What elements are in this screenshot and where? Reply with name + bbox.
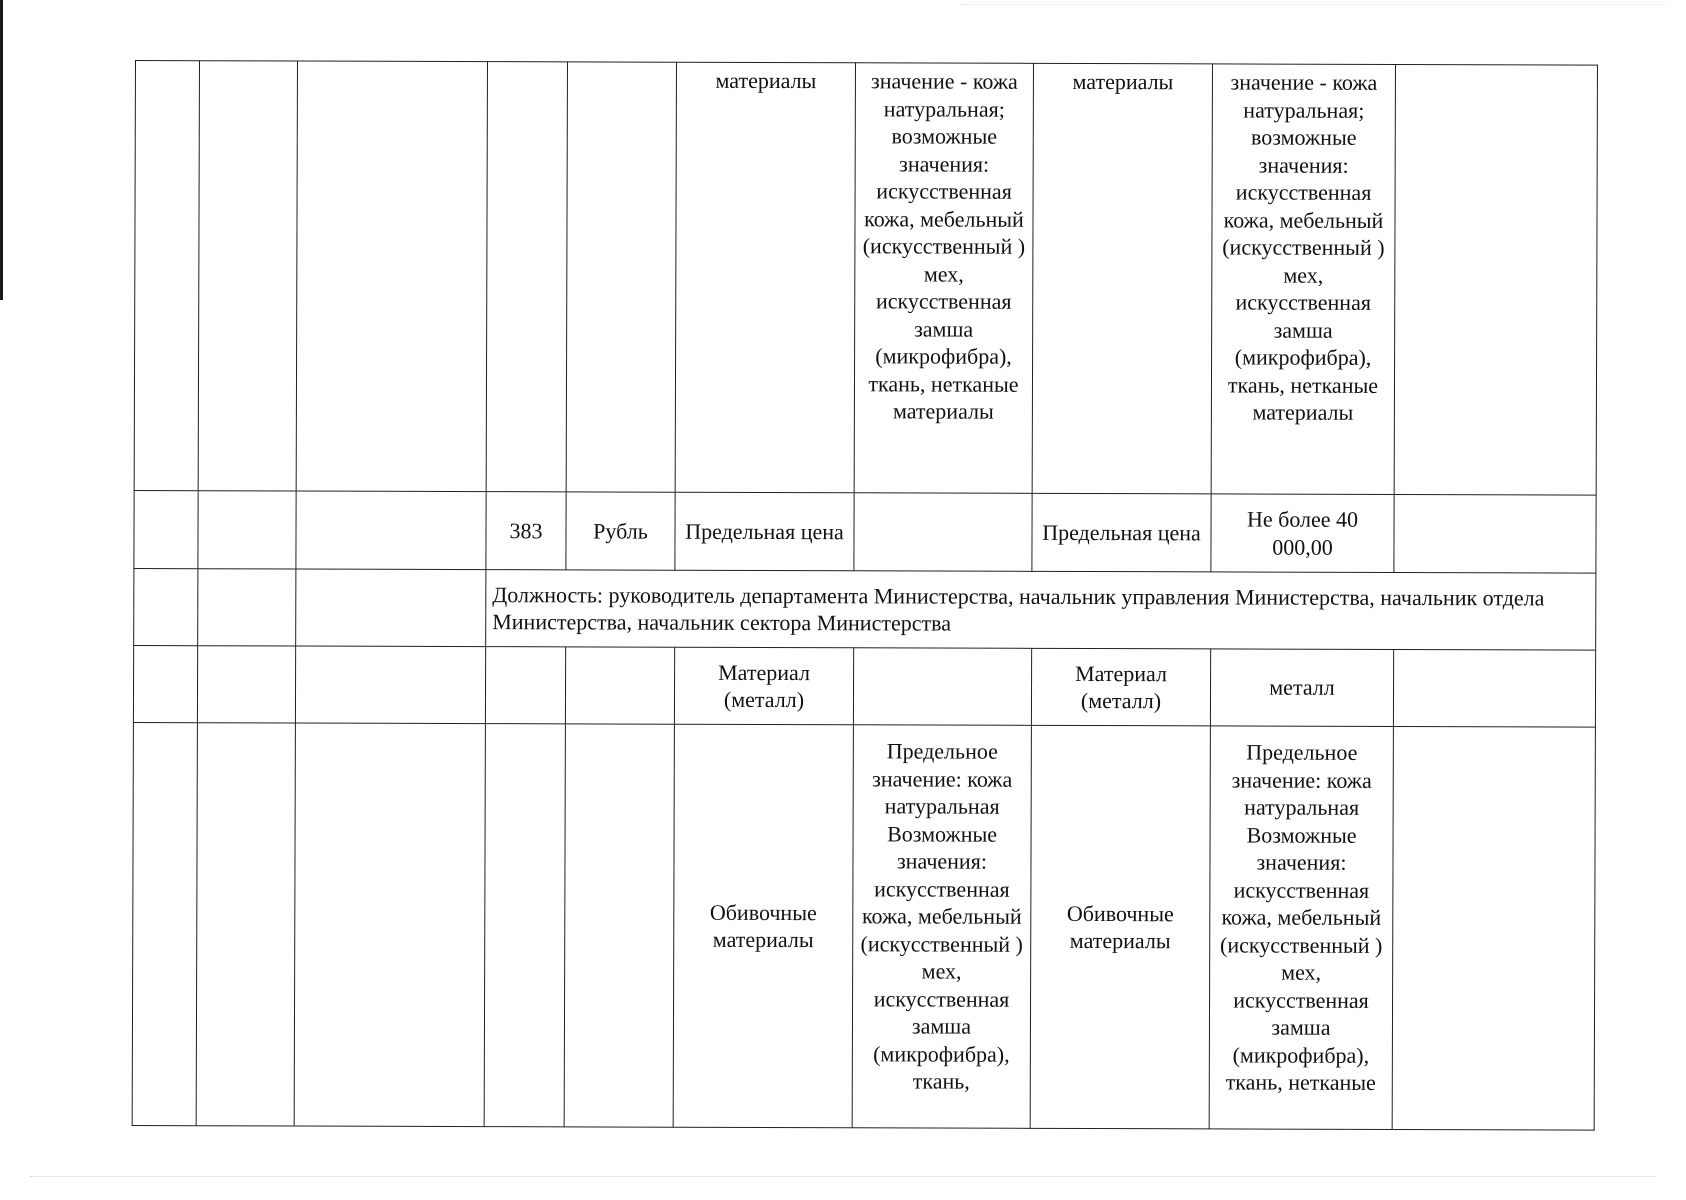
characteristic-cell-2 <box>1032 493 1211 572</box>
table-cell <box>295 646 485 724</box>
characteristic-cell-2 <box>1030 725 1210 1129</box>
characteristic-cell-2 <box>1031 648 1210 726</box>
table-cell <box>1392 726 1595 1130</box>
characteristic-text-2: Материал (металл) <box>1075 660 1168 714</box>
characteristic-text: Обивочные материалы <box>709 899 817 953</box>
characteristic-text-2: Предельная цена <box>1042 519 1201 546</box>
characteristic-cell-2 <box>1032 63 1212 494</box>
table-cell <box>133 645 197 722</box>
table-cell <box>196 723 295 1126</box>
position-header-text: Должность: руководитель департамента Министерства, начальник управления Министерства, начальник отдела Министерства, начальник сектора Министерства <box>492 581 1545 636</box>
table-cell <box>296 491 486 570</box>
table-cell <box>1394 64 1597 495</box>
unit-cell <box>566 492 675 570</box>
table-row-continuation <box>134 61 1597 496</box>
table-row-position <box>134 568 1596 650</box>
scan-edge-artifact <box>0 0 3 300</box>
characteristic-cell <box>673 724 853 1128</box>
requirement-cell <box>852 725 1031 1129</box>
requirement-cell-2 <box>1210 649 1393 727</box>
table-cell <box>132 722 197 1125</box>
requirement-text-2: Не более 40 000,00 <box>1246 506 1359 560</box>
table-row-price <box>134 490 1596 573</box>
requirement-text: значение - кожа натуральная; возможные значения: искусственная кожа, мебельный (искусственный ) мех, искусственная замша (микрофибра), ткань, нетканые материалы <box>862 68 1026 424</box>
table-cell <box>294 723 485 1127</box>
scan-noise-bottom <box>30 1176 1656 1178</box>
requirement-cell-2 <box>1211 64 1395 495</box>
okei-code-cell <box>486 492 566 570</box>
table-row-upholstery <box>132 722 1595 1130</box>
characteristic-text-2: Обивочные материалы <box>1066 900 1174 954</box>
requirement-text: Предельное значение: кожа натуральная Возможные значения: искусственная кожа, мебельный (искусственный ) мех, искусственная замша (микрофибра), ткань, <box>860 738 1023 1094</box>
position-header-cell <box>486 570 1596 650</box>
requirement-text-2: металл <box>1269 674 1335 701</box>
characteristic-cell <box>675 62 855 493</box>
requirement-cell <box>854 63 1033 494</box>
requirement-cell <box>854 493 1032 572</box>
table-cell <box>1394 494 1596 573</box>
unit-text: Рубль <box>593 518 648 544</box>
table-cell <box>134 490 198 568</box>
characteristic-text: Предельная цена <box>685 518 844 544</box>
table-cell <box>134 568 198 645</box>
requirement-text-2: значение - кожа натуральная; возможные значения: искусственная кожа, мебельный (искусственный ) мех, искусственная замша (микрофибра), ткань, нетканые материалы <box>1222 69 1385 425</box>
characteristic-cell <box>674 647 853 725</box>
table-cell <box>484 724 565 1127</box>
requirement-cell-2 <box>1209 726 1393 1130</box>
table-cell <box>486 62 567 492</box>
table-cell <box>197 646 295 723</box>
table-cell <box>198 569 296 646</box>
characteristic-text-2: материалы <box>1072 68 1174 95</box>
table-cell <box>566 62 676 492</box>
characteristic-cell <box>675 492 854 571</box>
table-cell <box>134 61 199 491</box>
table-cell <box>485 647 565 724</box>
requirements-table <box>132 60 1598 1131</box>
table-cell <box>296 61 487 492</box>
table-cell <box>198 61 297 491</box>
table-cell <box>1393 649 1595 727</box>
table-cell <box>565 647 674 724</box>
table-row-material <box>133 645 1595 727</box>
table-cell <box>296 569 486 647</box>
requirement-text-2: Предельное значение: кожа натуральная Возможные значения: искусственная кожа, мебельный (искусственный ) мех, искусственная замша (микрофибра), ткань, нетканые <box>1220 739 1383 1095</box>
characteristic-text: Материал (металл) <box>718 659 811 713</box>
scan-noise-top <box>960 4 1666 6</box>
characteristic-text: материалы <box>715 67 817 94</box>
requirement-cell <box>853 648 1031 726</box>
requirement-cell-2 <box>1211 494 1394 573</box>
okei-code-text: 383 <box>509 517 543 544</box>
table-cell <box>198 491 296 569</box>
table-cell <box>564 724 674 1127</box>
